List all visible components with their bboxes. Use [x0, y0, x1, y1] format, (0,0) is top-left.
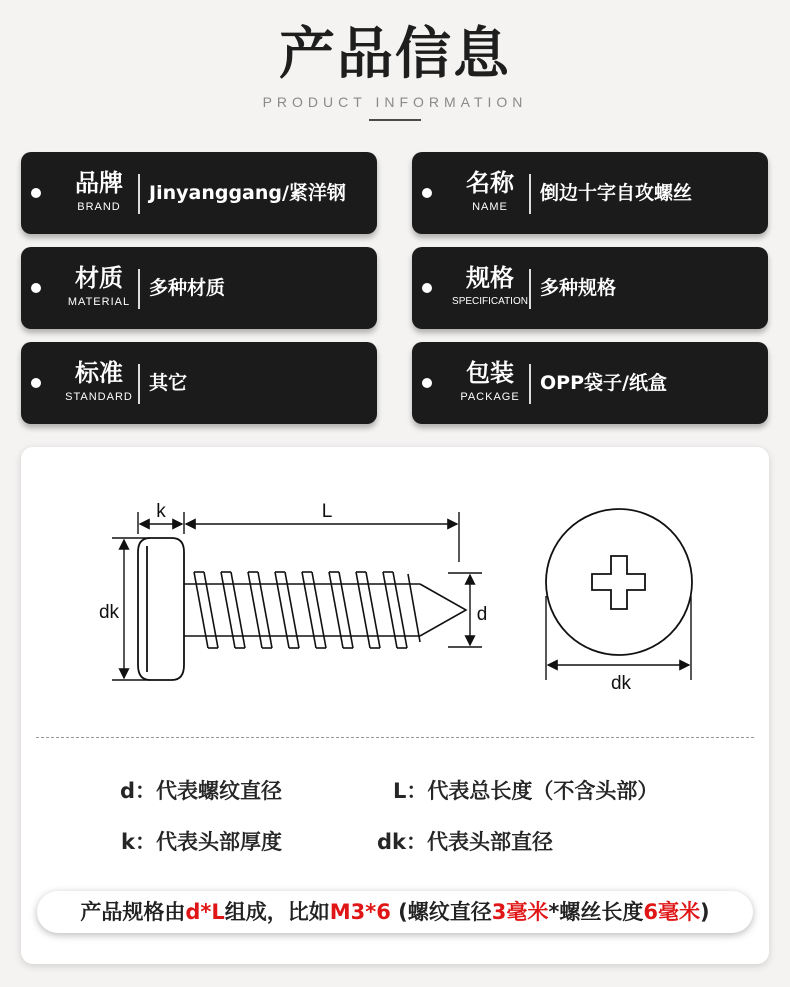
spec-label-zh: 包装	[466, 359, 514, 387]
note-text: 产品规格由	[80, 900, 186, 924]
spec-label-en: PACKAGE	[460, 391, 520, 403]
spec-value-specification: 多种规格	[540, 277, 617, 299]
screw-head-top-view	[546, 509, 692, 655]
spec-label-zh: 规格	[466, 264, 514, 292]
legend-d: d：代表螺纹直径	[120, 779, 283, 803]
note-text: *螺丝长度	[548, 900, 644, 924]
note-text: (螺纹直径	[390, 900, 492, 924]
spec-label-en: STANDARD	[65, 391, 133, 403]
spec-label-zh: 材质	[75, 264, 123, 292]
spec-label-en: SPECIFICATION	[452, 296, 528, 307]
note-text: )	[700, 900, 710, 924]
spec-label-zh: 名称	[466, 169, 514, 197]
spec-value-material: 多种材质	[149, 277, 226, 299]
spec-value-brand: Jinyanggang/紧洋钢	[149, 182, 346, 204]
spec-label-zh: 品牌	[75, 169, 123, 197]
spec-value-standard: 其它	[149, 372, 188, 394]
dim-label-dk: dk	[98, 602, 120, 623]
legend-k: k：代表头部厚度	[121, 830, 282, 854]
note-highlight: 6毫米	[643, 900, 701, 924]
page-title: 产品信息	[279, 22, 511, 87]
legend-L: L：代表总长度（不含头部）	[393, 779, 659, 803]
screw-head-side	[138, 538, 184, 680]
dim-label-d: d	[476, 604, 488, 625]
dim-label-dk-top: dk	[610, 673, 632, 694]
spec-label-zh: 标准	[75, 359, 123, 387]
note-highlight: M3*6	[329, 900, 391, 924]
note-highlight: 3毫米	[491, 900, 549, 924]
legend-dk: dk：代表头部直径	[377, 830, 553, 854]
section-divider	[36, 737, 754, 738]
note-highlight: d*L	[185, 900, 225, 924]
dim-label-k: k	[156, 501, 166, 522]
spec-format-note	[37, 891, 753, 933]
spec-value-name: 倒边十字自攻螺丝	[540, 182, 693, 204]
screw-shank	[184, 572, 466, 648]
spec-label-en: NAME	[472, 201, 508, 213]
page-subtitle: PRODUCT INFORMATION	[262, 94, 528, 110]
spec-label-en: BRAND	[77, 201, 121, 213]
spec-value-package: OPP袋子/纸盒	[540, 372, 667, 394]
spec-label-en: MATERIAL	[67, 296, 131, 308]
note-text: 组成，比如	[224, 900, 330, 924]
dim-label-L: L	[321, 501, 333, 522]
